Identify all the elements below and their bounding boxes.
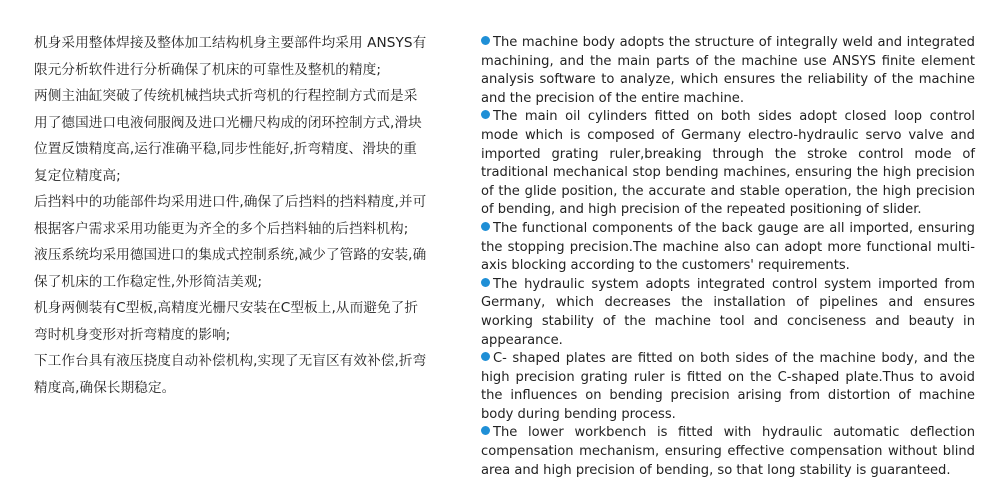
chinese-text-line: 液压系统均采用德国进口的集成式控制系统,减少了管路的安装,确: [34, 247, 427, 263]
chinese-text-line: 精度高,确保长期稳定。: [34, 379, 176, 396]
english-feature-item: [481, 220, 975, 276]
english-feature-text: The machine body adopts the structure of integrally weld and integrated machining, and the main parts of the machine use ANSYS finite element analysis software to analyze, which ensures the reliability of the machine and the precision of the entire machine.: [481, 35, 975, 106]
chinese-text-line: 根据客户需求采用功能更为齐全的多个后挡料轴的后挡料机构;: [34, 220, 409, 237]
english-feature-item: [481, 350, 975, 424]
chinese-text-line: 下工作台具有液压挠度自动补偿机构,实现了无盲区有效补偿,折弯: [34, 353, 427, 369]
english-feature-item: [481, 108, 975, 220]
chinese-text-line: 位置反馈精度高,运行准确平稳,同步性能好,折弯精度、滑块的重: [34, 141, 417, 157]
bullet-dot-icon: [481, 352, 490, 361]
chinese-paragraph: [34, 189, 442, 242]
chinese-text-line: 弯时机身变形对折弯精度的影响;: [34, 326, 231, 343]
bullet-dot-icon: [481, 110, 490, 119]
chinese-text-line: 两侧主油缸突破了传统机械挡块式折弯机的行程控制方式而是采: [34, 88, 418, 104]
english-description-column: [481, 34, 975, 480]
chinese-text-line: 后挡料中的功能部件均采用进口件,确保了后挡料的挡料精度,并可: [34, 194, 427, 210]
bullet-dot-icon: [481, 278, 490, 287]
chinese-description-column: [34, 30, 442, 401]
chinese-text-line: 保了机床的工作稳定性,外形简洁美观;: [34, 273, 263, 290]
english-feature-text: The hydraulic system adopts integrated control system imported from Germany, which decreases the installation of pipelines and ensures working stability of the machine tool and conciseness and beauty in appearance.: [481, 276, 975, 348]
english-feature-item: [481, 34, 975, 108]
bullet-dot-icon: [481, 36, 490, 45]
chinese-paragraph: [34, 83, 442, 189]
chinese-paragraph: [34, 348, 442, 401]
chinese-paragraph: [34, 242, 442, 295]
english-feature-text: The main oil cylinders fitted on both sides adopt closed loop control mode which is composed of Germany electro-hydraulic servo valve and imported grating ruler,breaking through the stroke control mode of traditional mechanical stop bending machines, ensuring the high precision of the glide position, the accurate and stable operation, the high precision of bending, and high precision of the repeated positioning of slider.: [481, 109, 975, 218]
chinese-text-line: 机身两侧装有C型板,高精度光栅尺安装在C型板上,从而避免了折: [34, 300, 419, 316]
chinese-text-line: 用了德国进口电液伺服阀及进口光栅尺构成的闭环控制方式,滑块: [34, 114, 422, 131]
english-feature-item: [481, 276, 975, 350]
chinese-paragraph: [34, 295, 442, 348]
bullet-dot-icon: [481, 222, 490, 231]
english-feature-item: [481, 424, 975, 480]
english-feature-text: C- shaped plates are fitted on both sides of the machine body, and the high precision grating ruler is fitted on the C-shaped plate.Thus to avoid the influences on bending precision arising from distortion of machine body during bending process.: [481, 351, 975, 422]
bullet-dot-icon: [481, 426, 490, 435]
chinese-text-line: 限元分析软件进行分析确保了机床的可靠性及整机的精度;: [34, 61, 382, 78]
chinese-paragraph: [34, 30, 442, 83]
english-feature-text: The lower workbench is fitted with hydraulic automatic deflection compensation mechanism, ensuring effective compensation without blind area and high precision of bending, so that long stability is guaranteed.: [481, 425, 975, 478]
chinese-text-line: 机身采用整体焊接及整体加工结构机身主要部件均采用 ANSYS有: [34, 35, 427, 51]
chinese-text-line: 复定位精度高;: [34, 167, 121, 184]
english-feature-text: The functional components of the back gauge are all imported, ensuring the stopping precision.The machine also can adopt more functional multi-axis blocking according to the customers' requirements.: [481, 220, 975, 274]
